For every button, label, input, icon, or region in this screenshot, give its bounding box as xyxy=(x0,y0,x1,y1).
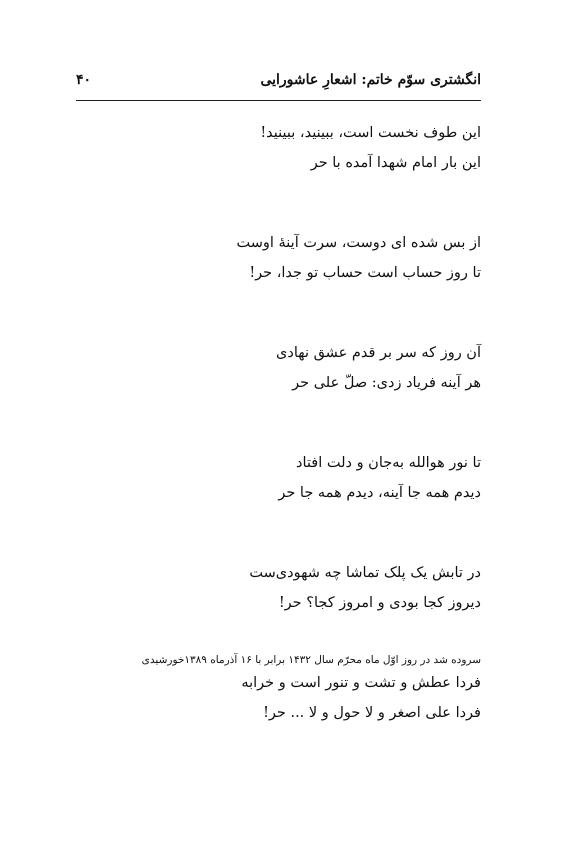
verse-line: فردا عطش و تشت و تنور است و خرابه xyxy=(241,675,481,691)
verse-line: دیروز کجا بودی و امروز کجا؟ حر! xyxy=(278,595,481,611)
stanza xyxy=(61,558,481,618)
verse-line: آن روز که سر بر قدم عشق نهادی xyxy=(276,345,481,361)
poem xyxy=(61,118,481,778)
verse-line: تا نور هوالله به‌جان و دلت افتاد xyxy=(296,455,481,471)
running-title: انگشتری سوّم خاتم: اشعارِ عاشورایی xyxy=(260,72,481,88)
verse-line: دیدم همه جا آینه، دیدم همه جا حر xyxy=(278,485,481,501)
stanza xyxy=(61,228,481,288)
stanza xyxy=(61,118,481,178)
verse-line: این طوف نخست است، ببینید، ببینید! xyxy=(260,125,481,141)
verse-line: تا روز حساب است حساب تو جدا، حر! xyxy=(249,265,481,281)
verse-line: فردا علی اصغر و لا حول و لا ... حر! xyxy=(263,705,481,721)
composition-note: سروده شد در روز اوّل ماه محرّم سال ۱۴۳۲ برابر با ۱۶ آذرماه ۱۳۸۹خورشیدی xyxy=(141,654,481,666)
verse-line: از بس شده ای دوست، سرت آینهٔ اوست xyxy=(236,235,481,251)
verse-line: در تابش یک پلک تماشا چه شهودی‌ست xyxy=(249,565,481,581)
stanza xyxy=(61,448,481,508)
stanza xyxy=(61,668,481,728)
verse-line: این بار امام شهدا آمده با حر xyxy=(310,155,481,171)
page-header xyxy=(76,70,481,101)
page-number: ۴۰ xyxy=(76,72,92,88)
stanza xyxy=(61,338,481,398)
verse-line: هر آینه فریاد زدی: صلّ علی حر xyxy=(292,375,481,391)
